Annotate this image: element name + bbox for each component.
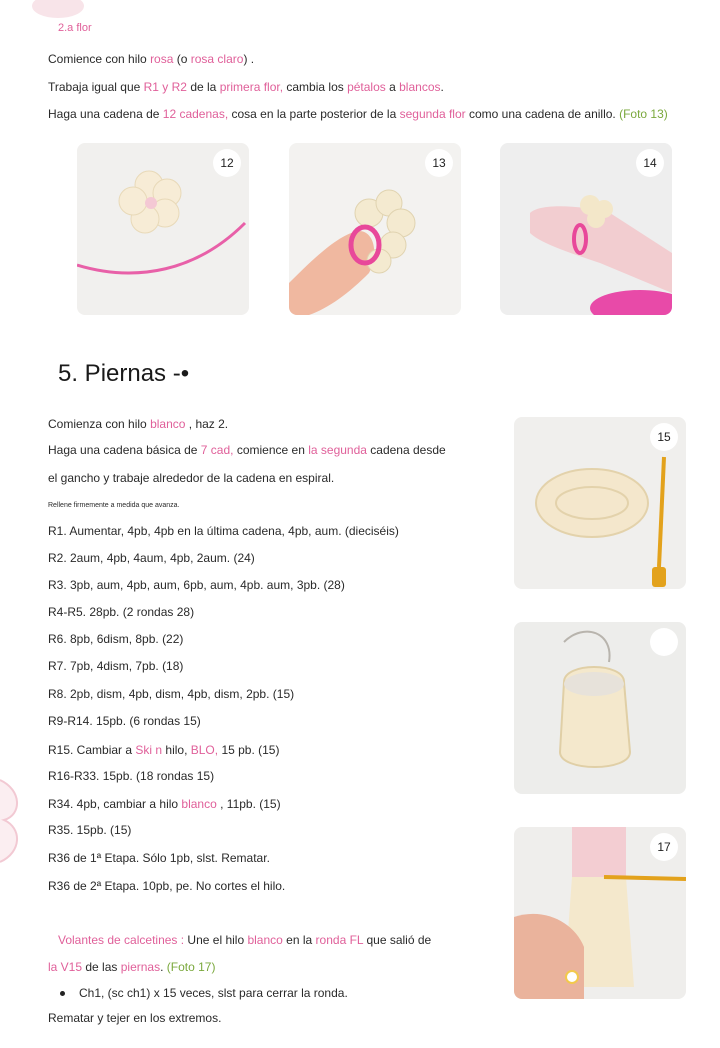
row-r36-etapa-1: R36 de 1ª Etapa. Sólo 1pb, slst. Rematar. — [48, 851, 270, 865]
row-r35: R35. 15pb. (15) — [48, 823, 132, 837]
photo-number-badge: 12 — [213, 149, 241, 177]
photo-16 — [514, 622, 686, 794]
final-line: Rematar y tejer en los extremos. — [48, 1011, 222, 1025]
volantes-line-2: la V15 de las piernas. (Foto 17) — [48, 960, 216, 974]
photo-number-badge — [650, 628, 678, 656]
bullet-icon — [60, 991, 65, 996]
photo-number-badge: 15 — [650, 423, 678, 451]
row-r7: R7. 7pb, 4dism, 7pb. (18) — [48, 659, 184, 673]
row-r9-r14: R9-R14. 15pb. (6 rondas 15) — [48, 714, 201, 728]
photo-15 — [514, 417, 686, 589]
row-r4-r5: R4-R5. 28pb. (2 rondas 28) — [48, 605, 195, 619]
photo-12 — [77, 143, 249, 315]
row-r2: R2. 2aum, 4pb, 4aum, 4pb, 2aum. (24) — [48, 551, 255, 565]
row-r36-etapa-2: R36 de 2ª Etapa. 10pb, pe. No cortes el hilo. — [48, 879, 286, 893]
section-title: 5. Piernas -• — [58, 360, 190, 387]
intro-line-1: Comienza con hilo blanco , haz 2. — [48, 417, 229, 431]
bullet-item: Ch1, (sc ch1) x 15 veces, slst para cerrar la ronda. — [60, 986, 348, 1000]
row-r8: R8. 2pb, dism, 4pb, dism, 4pb, dism, 2pb. (15) — [48, 687, 295, 701]
flor-label: 2.a flor — [58, 22, 92, 34]
flower-decoration-left — [0, 770, 30, 870]
row-r1: R1. Aumentar, 4pb, 4pb en la última cadena, 4pb, aum. (dieciséis) — [48, 524, 399, 538]
fill-note: Rellene firmemente a medida que avanza. — [48, 502, 180, 509]
row-r6: R6. 8pb, 6dism, 8pb. (22) — [48, 632, 184, 646]
instruction-line-2: Trabaja igual que R1 y R2 de la primera flor, cambia los pétalos a blancos. — [48, 80, 444, 94]
photo-number-badge: 17 — [650, 833, 678, 861]
instruction-line-3: Haga una cadena de 12 cadenas, cosa en la parte posterior de la segunda flor como una cadena de anillo. (Foto 13) — [48, 107, 668, 121]
photo-17 — [514, 827, 686, 999]
flower-decoration-top — [28, 0, 88, 24]
photo-14 — [500, 143, 672, 315]
instruction-line-1: Comience con hilo rosa (o rosa claro) . — [48, 52, 255, 66]
row-r3: R3. 3pb, aum, 4pb, aum, 6pb, aum, 4pb. aum, 3pb. (28) — [48, 578, 345, 592]
photo-number-badge: 14 — [636, 149, 664, 177]
intro-line-3: el gancho y trabaje alrededor de la cadena en espiral. — [48, 471, 335, 485]
row-r16-r33: R16-R33. 15pb. (18 rondas 15) — [48, 769, 215, 783]
photo-13 — [289, 143, 461, 315]
intro-line-2: Haga una cadena básica de 7 cad, comience en la segunda cadena desde — [48, 443, 446, 457]
row-r34: R34. 4pb, cambiar a hilo blanco , 11pb. (15) — [48, 797, 281, 811]
photo-number-badge: 13 — [425, 149, 453, 177]
row-r15: R15. Cambiar a Ski n hilo, BLO, 15 pb. (15) — [48, 743, 280, 757]
volantes-line-1: Volantes de calcetines : Une el hilo blanco en la ronda FL que salió de — [58, 933, 432, 947]
